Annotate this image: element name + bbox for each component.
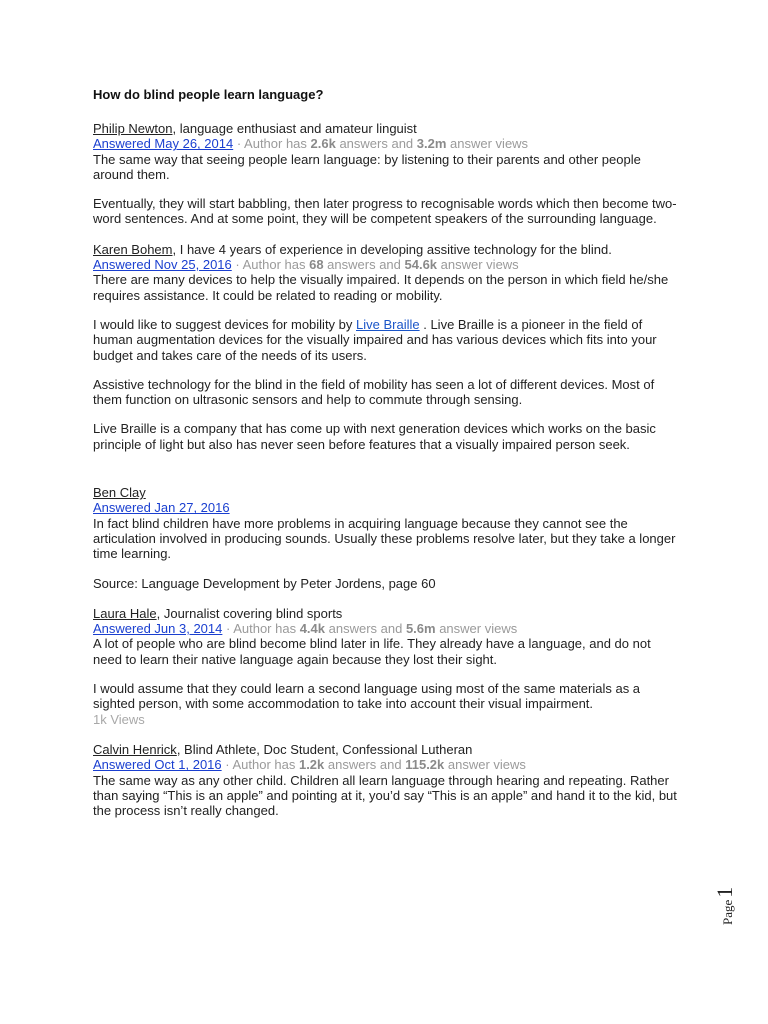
meta-mid: answers and xyxy=(325,621,406,637)
author-credential: , language enthusiast and amateur linguist xyxy=(172,121,417,136)
answer-meta xyxy=(93,757,683,772)
answer-philip-newton xyxy=(93,121,683,227)
answer-paragraph: The same way as any other child. Children all learn language through hearing and repeating. Rather than saying “This is an apple” and pointing at it, you’d say “This is an apple” and hand it to the kid, but the process isn’t really changed. xyxy=(93,772,677,819)
answer-meta xyxy=(93,136,683,151)
meta-prefix: · Author has xyxy=(222,621,300,637)
answered-date-link[interactable]: Answered Oct 1, 2016 xyxy=(93,757,222,773)
meta-mid: answers and xyxy=(323,257,405,273)
author-credential: , Journalist covering blind sports xyxy=(156,605,343,621)
answers-count: 1.2k xyxy=(298,757,325,773)
page-number-label xyxy=(712,887,738,925)
meta-mid: answers and xyxy=(335,136,417,152)
meta-suffix: answer views xyxy=(435,621,518,637)
page-number: 1 xyxy=(712,886,737,898)
author-line xyxy=(93,485,683,500)
answers-count: 4.4k xyxy=(299,621,326,637)
meta-prefix: · Author has xyxy=(233,136,311,152)
views-count: 115.2k xyxy=(405,757,445,773)
meta-suffix: answer views xyxy=(437,257,519,273)
answer-paragraph: Eventually, they will start babbling, then later progress to recognisable words which then become two-word sentences. And at some point, they will be competent speakers of the surrounding language. xyxy=(93,196,677,227)
answer-paragraph: A lot of people who are blind become blind later in life. They already have a language, and do not need to learn their native language again because they lost their sight. xyxy=(93,636,651,667)
answered-date-link[interactable]: Answered May 26, 2014 xyxy=(93,136,234,152)
meta-prefix: · Author has xyxy=(231,257,310,273)
document-body xyxy=(93,86,683,833)
author-credential: , Blind Athlete, Doc Student, Confessional Lutheran xyxy=(176,741,473,757)
meta-suffix: answer views xyxy=(446,136,529,152)
answered-date-link[interactable]: Answered Nov 25, 2016 xyxy=(93,257,232,273)
author-link[interactable]: Karen Bohem xyxy=(93,241,173,257)
answer-laura-hale xyxy=(93,606,683,727)
answer-paragraph: Assistive technology for the blind in the field of mobility has seen a lot of different devices. Most of them function on ultrasonic sensors and help to commute through sensing. xyxy=(93,376,655,408)
question-title: How do blind people learn language? xyxy=(93,87,324,102)
answer-paragraph: I would assume that they could learn a second language using most of the same materials as a sighted person, with some accommodation to take into account their visual impairment. xyxy=(93,681,641,712)
meta-suffix: answer views xyxy=(444,757,526,773)
answer-ben-clay xyxy=(93,485,683,591)
views-count: 3.2m xyxy=(416,136,447,152)
meta-mid: answers and xyxy=(324,757,406,773)
author-line xyxy=(93,742,683,757)
live-braille-link[interactable]: Live Braille xyxy=(356,316,420,332)
answers-count: 2.6k xyxy=(310,136,336,152)
answers-count: 68 xyxy=(309,257,324,273)
author-link[interactable]: Laura Hale xyxy=(93,605,157,621)
answered-date-link[interactable]: Answered Jun 3, 2014 xyxy=(93,621,223,637)
author-link[interactable]: Calvin Henrick xyxy=(93,741,177,757)
author-link[interactable]: Ben Clay xyxy=(93,485,146,501)
spacer xyxy=(93,467,683,485)
answered-date-link[interactable]: Answered Jan 27, 2016 xyxy=(93,500,230,516)
author-line xyxy=(93,242,683,257)
answer-paragraph: The same way that seeing people learn language: by listening to their parents and other people around them. xyxy=(93,151,641,182)
answer-meta xyxy=(93,257,683,272)
author-line xyxy=(93,121,683,136)
answer-meta xyxy=(93,621,683,636)
answer-paragraph xyxy=(93,317,683,363)
views-count-line: 1k Views xyxy=(93,711,145,727)
views-count: 54.6k xyxy=(404,257,438,273)
author-link[interactable]: Philip Newton xyxy=(93,121,173,136)
answer-paragraph: There are many devices to help the visually impaired. It depends on the person in which field he/she requires assistance. It could be related to reading or mobility. xyxy=(93,272,669,303)
paragraph-text: I would like to suggest devices for mobility by xyxy=(93,316,357,332)
author-line xyxy=(93,606,683,621)
meta-prefix: · Author has xyxy=(221,757,299,773)
author-credential: , I have 4 years of experience in developing assitive technology for the blind. xyxy=(172,241,612,257)
paragraph-text: . Live Braille is a pioneer in the field of human augmentation devices for the visually impaired and has various devices which fits into your budget and takes care of the needs of its users. xyxy=(93,316,657,363)
answer-karen-bohem xyxy=(93,242,683,452)
answer-calvin-henrick xyxy=(93,742,683,818)
answer-paragraph: Source: Language Development by Peter Jordens, page 60 xyxy=(93,575,436,591)
answer-paragraph: In fact blind children have more problems in acquiring language because they cannot see the articulation involved in producing sounds. Usually these problems resolve later, but they take a longer time learning. xyxy=(93,515,676,562)
answer-meta xyxy=(93,500,683,515)
views-count: 5.6m xyxy=(405,621,436,637)
page-word: Page xyxy=(720,899,735,925)
answer-paragraph: Live Braille is a company that has come up with next generation devices which works on the basic principle of light but also has never seen before features that a visually impaired person seek. xyxy=(93,421,656,452)
